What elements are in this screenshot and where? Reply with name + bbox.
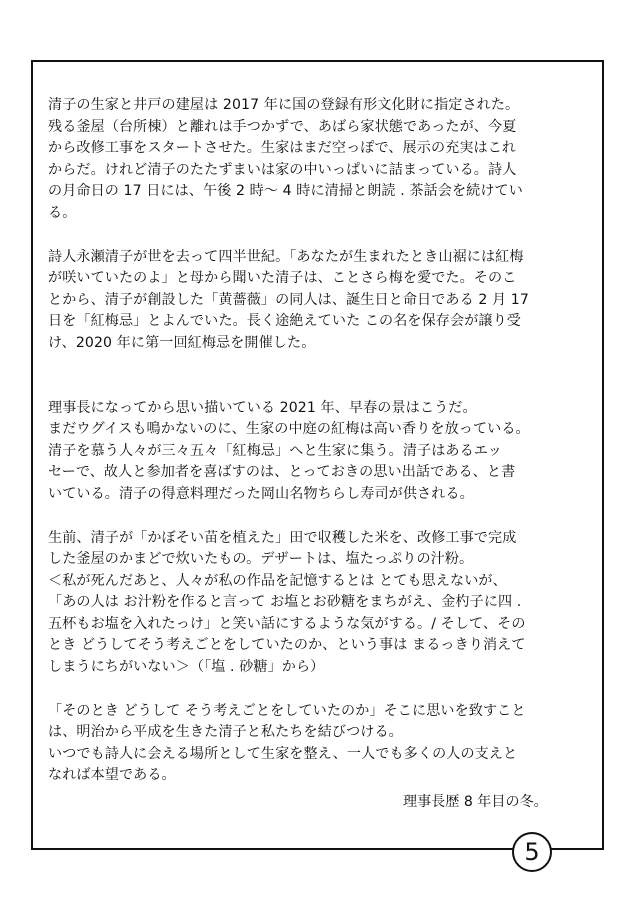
text-line: いつでも詩人に会える場所として生家を整え、一人でも多くの人の支えと xyxy=(48,745,518,762)
page-number: 5 xyxy=(524,838,540,866)
text-line: セーで、故人と参加者を喜ばすのは、とっておきの思い出話である、と書 xyxy=(48,464,516,481)
signature-line: 理事長歴 8 年目の冬。 xyxy=(403,794,548,810)
text-line: 「あの人は お汁粉を作ると言って お塩とお砂糖をまちがえ、金杓子に四 . xyxy=(48,594,522,611)
text-line: 清子の生家と井戸の建屋は 2017 年に国の登録有形文化財に指定された。 xyxy=(48,97,520,113)
text-line: 詩人永瀬清子が世を去って四半世紀。「あなたが生まれたとき山裾には紅梅 xyxy=(48,248,524,265)
text-line: 清子を慕う人々が三々五々「紅梅忌」へと生家に集う。清子はあるエッ xyxy=(48,442,502,459)
text-line: しまうにちがいない＞（「塩 . 砂糖」から） xyxy=(48,659,325,676)
text-line: まだウグイスも鳴かないのに、生家の中庭の紅梅は高い香りを放っている。 xyxy=(48,421,530,438)
text-line: は、明治から平成を生きた清子と私たちを結びつける。 xyxy=(48,724,403,741)
text-line: からだ。けれど清子のたたずまいは家の中いっぱいに詰まっている。詩人 xyxy=(48,161,517,178)
text-line: る。 xyxy=(48,204,77,221)
text-line: 残る釜屋（台所棟）と離れは手つかずで、あばら家状態であったが、今夏 xyxy=(48,118,517,135)
essay-body xyxy=(48,95,593,787)
text-line: いている。清子の得意料理だった岡山名物ちらし寿司が供される。 xyxy=(48,485,474,502)
text-line: なれば本望である。 xyxy=(48,767,176,784)
text-line: ＜私が死んだあと、人々が私の作品を記憶するとは とても思えないが、 xyxy=(48,572,507,589)
paragraph-5 xyxy=(48,701,593,787)
text-line: が咲いていたのよ」と母から聞いた清子は、ことさら梅を愛でた。そのこ xyxy=(48,270,517,287)
text-line: とき どうしてそう考えごとをしていたのか、という事は まるっきり消えて xyxy=(48,637,526,654)
text-line: 日を「紅梅忌」とよんでいた。長く途絶えていた この名を保存会が譲り受 xyxy=(48,313,521,330)
paragraph-2 xyxy=(48,247,593,355)
paragraph-1 xyxy=(48,95,593,225)
text-line: の月命日の 17 日には、午後 2 時～ 4 時に清掃と朗読 . 茶話会を続けてい xyxy=(48,183,523,200)
text-line: した釜屋のかまどで炊いたもの。デザートは、塩たっぷりの汁粉。 xyxy=(48,551,474,568)
paragraph-3 xyxy=(48,398,593,506)
text-line: 理事長になってから思い描いている 2021 年、早春の景はこうだ。 xyxy=(48,399,477,416)
text-line: 生前、清子が「かぼそい苗を植えた」田で収穫した米を、改修工事で完成 xyxy=(48,529,517,546)
text-line: け、2020 年に第一回紅梅忌を開催した。 xyxy=(48,334,316,351)
text-line: から改修工事をスタートさせた。生家はまだ空っぽで、展示の充実はこれ xyxy=(48,140,517,157)
text-line: 五杯もお塩を入れたっけ」と笑い話にするような気がする。/ そして、その xyxy=(48,615,526,632)
text-line: 「そのとき どうして そう考えごとをしていたのか」そこに思いを致すこと xyxy=(48,702,526,719)
page-number-badge xyxy=(512,832,552,872)
paragraph-4 xyxy=(48,528,593,679)
text-line: とから、清子が創設した「黄薔薇」の同人は、誕生日と命日である 2 月 17 xyxy=(48,291,529,308)
